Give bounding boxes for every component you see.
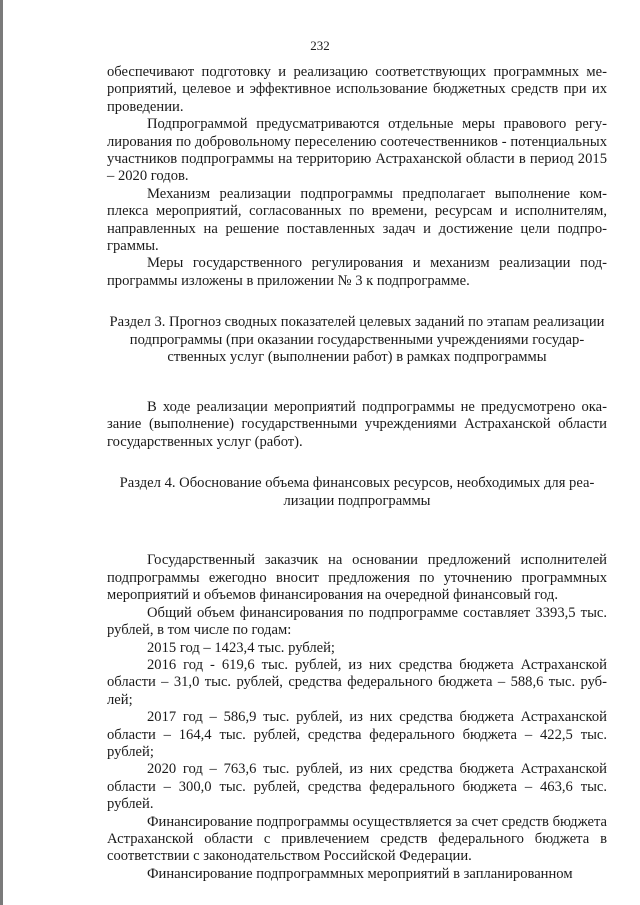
section-4-heading: Раздел 4. Обоснование объема финансовых ресурсов, необходимых для реализации подпрограммы (119, 475, 595, 509)
paragraph-year-2017: 2017 год – 586,9 тыс. рублей, из них средства бюджета Астраханской области – 164,4 тыс. рублей, средства федерального бюджета – 422,5 тыс. рублей; (107, 709, 607, 760)
document-body (107, 64, 607, 883)
paragraph-legal-regulation: Подпрограммой предусматриваются отдельные меры правового регулирования по добровольному переселению соотечественников - потенциальных участников подпрограммы на территорию Астраханской области в период 2015 – 2020 годов. (107, 116, 607, 185)
paragraph-continued: обеспечивают подготовку и реализацию соответствующих программных мероприятий, целевое и эффективное использование бюджетных средств при их проведении. (107, 64, 607, 115)
section-3-paragraph: В ходе реализации мероприятий подпрограммы не предусмотрено оказание (выполнение) государственными учреждениями Астраханской области государственных услуг (работ). (107, 399, 607, 450)
paragraph-year-2015: 2015 год – 1423,4 тыс. рублей; (147, 639, 335, 656)
paragraph-financing-sources: Финансирование подпрограммы осуществляется за счет средств бюджета Астраханской области с привлечением средств федерального бюджета в соответствии с законодательством Российской Федерации. (107, 813, 607, 865)
spacer (107, 451, 607, 475)
paragraph-measures: Меры государственного регулирования и механизм реализации подпрограммы изложены в приложении № 3 к подпрограмме. (107, 255, 607, 289)
spacer (107, 290, 607, 314)
paragraph-mechanism: Механизм реализации подпрограммы предполагает выполнение комплекса мероприятий, согласованных по времени, ресурсам и исполнителям, направленных на решение поставленных задач и достижение цели подпрограммы. (107, 185, 607, 255)
page-number: 232 (310, 38, 330, 53)
paragraph-year-2016: 2016 год - 619,6 тыс. рублей, из них средства бюджета Астраханской области – 31,0 тыс. рублей, средства федерального бюджета – 588,6 тыс. рублей; (107, 656, 607, 708)
paragraph-state-customer: Государственный заказчик на основании предложений исполнителей подпрограммы ежегодно вносит предложения по уточнению программных мероприятий и объемов финансирования на очередной финансовый год. (107, 552, 607, 604)
paragraph-total-funding: Общий объем финансирования по подпрограмме составляет 3393,5 тыс. рублей, в том числе по годам: (107, 604, 607, 639)
paragraph-year-2020: 2020 год – 763,6 тыс. рублей, из них средства бюджета Астраханской области – 300,0 тыс. рублей, средства федерального бюджета – 463,6 тыс. рублей. (107, 761, 607, 813)
section-3-heading: Раздел 3. Прогноз сводных показателей целевых заданий по этапам реализации подпрограммы (при оказании государственными учреждениями государственных услуг (выполнении работ) в рамках подпрограммы (109, 314, 605, 366)
paragraph-financing-planned: Финансирование подпрограммных мероприятий в запланированном (147, 865, 573, 882)
spacer (107, 510, 607, 552)
spacer (107, 367, 607, 399)
